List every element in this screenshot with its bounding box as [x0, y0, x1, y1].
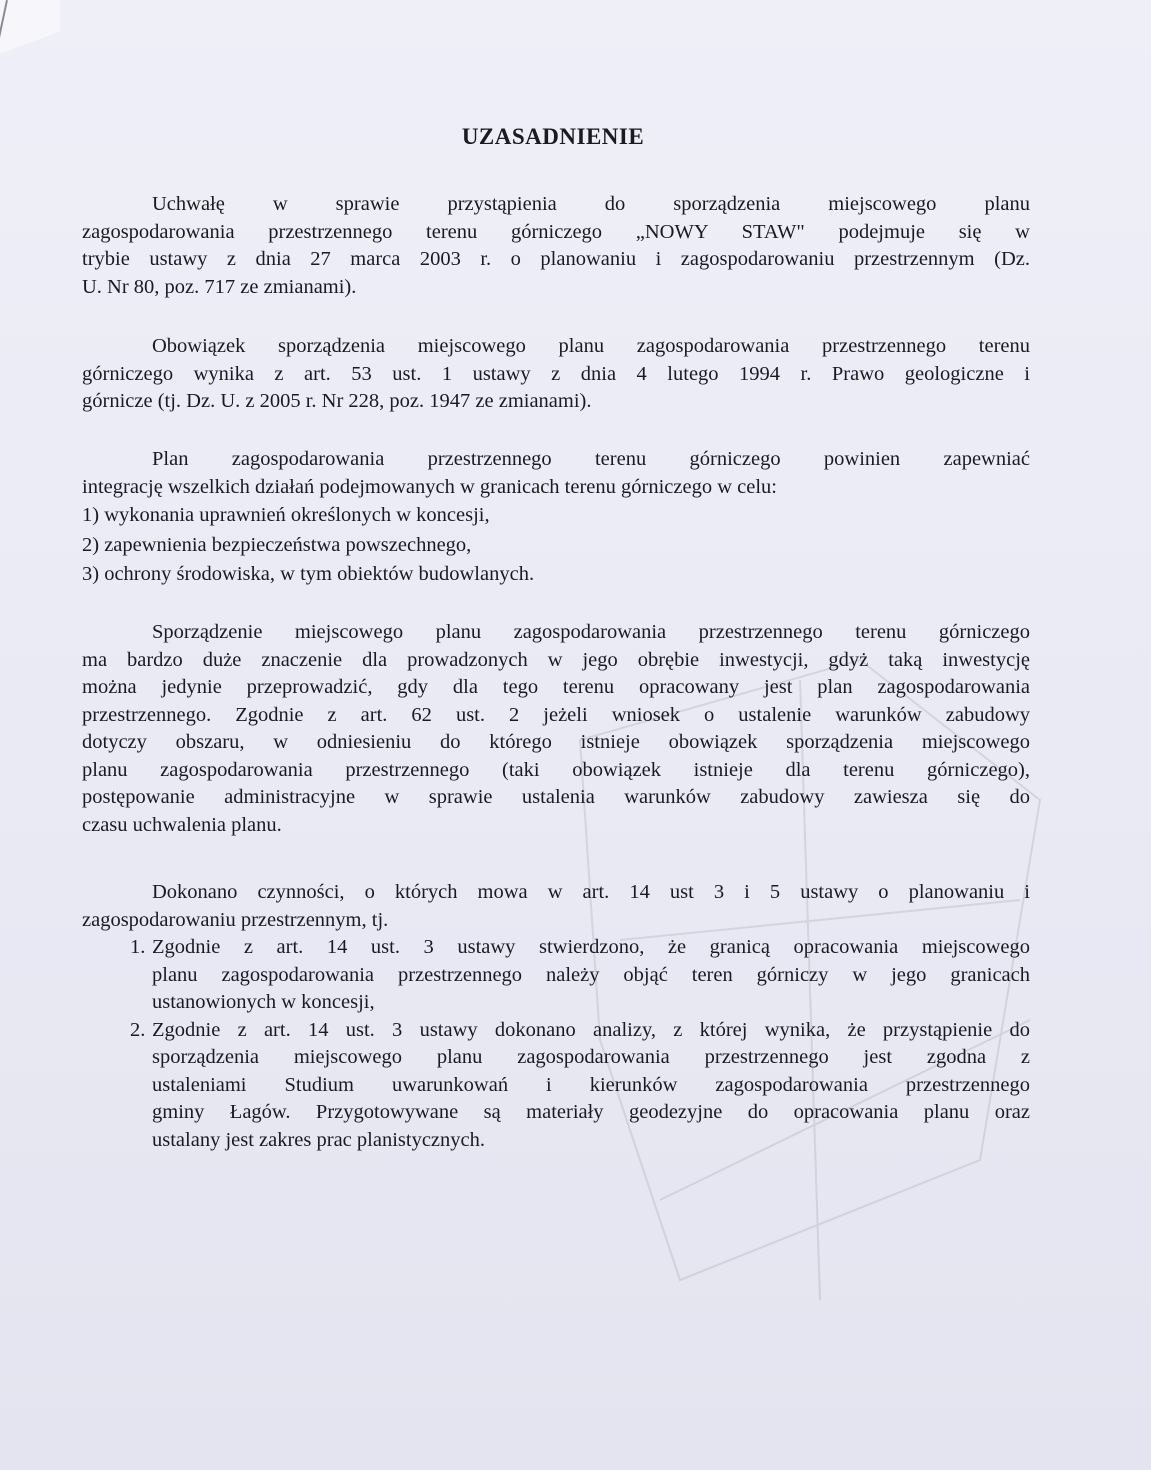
paragraph-4	[82, 619, 1030, 839]
text-line: dotyczy obszaru, w odniesieniu do którego istnieje obowiązek sporządzenia miejscowego	[82, 731, 1030, 753]
paragraph-5	[82, 879, 1030, 1154]
text-line: Zgodnie z art. 14 ust. 3 ustawy stwierdzono, że granicą opracowania miejscowego	[152, 936, 1030, 958]
paragraph-2	[82, 333, 1030, 416]
item-body	[82, 1017, 1030, 1155]
text-line: sporządzenia miejscowego planu zagospodarowania przestrzennego jest zgodna z	[152, 1046, 1030, 1068]
text-line: planu zagospodarowania przestrzennego należy objąć teren górniczy w jego granicach	[152, 963, 1030, 986]
paragraph-1	[82, 191, 1030, 301]
list-item: 2) zapewnienia bezpieczeństwa powszechnego,	[82, 533, 472, 556]
text-line: postępowanie administracyjne w sprawie ustalenia warunków zabudowy zawiesza się do	[82, 786, 1030, 808]
text-line: Zgodnie z art. 14 ust. 3 ustawy dokonano analizy, z której wynika, że przystąpienie do	[152, 1018, 1030, 1041]
numbered-item	[82, 1017, 1030, 1155]
text-line: planu zagospodarowania przestrzennego (taki obowiązek istnieje dla terenu górniczego),	[82, 758, 1030, 781]
text-line: przestrzennego. Zgodnie z art. 62 ust. 2 jeżeli wniosek o ustalenie warunków zabudowy	[82, 703, 1030, 726]
text-line: U. Nr 80, poz. 717 ze zmianami).	[82, 275, 357, 298]
list-item: 1) wykonania uprawnień określonych w koncesji,	[82, 504, 490, 526]
text-line: Dokonano czynności, o których mowa w art. 14 ust 3 i 5 ustawy o planowaniu i	[152, 881, 1030, 903]
text-line: ma bardzo duże znaczenie dla prowadzonych w jego obrębie inwestycji, gdyż taką inwestycję	[82, 648, 1030, 671]
text-line: Obowiązek sporządzenia miejscowego planu zagospodarowania przestrzennego terenu	[152, 335, 1030, 357]
item-number: 1.	[130, 936, 146, 958]
text-line: można jedynie przeprowadzić, gdy dla tego terenu opracowany jest plan zagospodarowania	[82, 676, 1030, 698]
item-number: 2.	[130, 1018, 146, 1041]
text-line: Sporządzenie miejscowego planu zagospodarowania przestrzennego terenu górniczego	[152, 621, 1030, 643]
text-line: górnicze (tj. Dz. U. z 2005 r. Nr 228, poz. 1947 ze zmianami).	[82, 390, 592, 412]
list-item: 3) ochrony środowiska, w tym obiektów budowlanych.	[82, 563, 535, 585]
text-line: trybie ustawy z dnia 27 marca 2003 r. o planowaniu i zagospodarowaniu przestrzennym (Dz.	[82, 248, 1030, 270]
document-title: UZASADNIENIE	[461, 124, 645, 149]
text-line: ustaleniami Studium uwarunkowań i kierunków zagospodarowania przestrzennego	[152, 1073, 1030, 1096]
text-line: ustalany jest zakres prac planistycznych.	[152, 1128, 485, 1151]
text-line: gminy Łagów. Przygotowywane są materiały geodezyjne do opracowania planu oraz	[152, 1101, 1030, 1123]
page-edge-line	[0, 0, 8, 98]
paragraph-3	[82, 446, 1030, 590]
text-line: górniczego wynika z art. 53 ust. 1 ustawy z dnia 4 lutego 1994 r. Prawo geologiczne i	[82, 362, 1030, 385]
text-line: Plan zagospodarowania przestrzennego terenu górniczego powinien zapewniać	[152, 448, 1030, 470]
numbered-item	[82, 934, 1030, 1017]
text-line: zagospodarowaniu przestrzennym, tj.	[82, 908, 389, 931]
text-line: zagospodarowania przestrzennego terenu górniczego „NOWY STAW" podejmuje się w	[82, 220, 1030, 243]
item-body	[82, 934, 1030, 1017]
text-line: ustanowionych w koncesji,	[152, 991, 375, 1013]
text-line: integrację wszelkich działań podejmowanych w granicach terenu górniczego w celu:	[82, 475, 777, 498]
text-line: czasu uchwalenia planu.	[82, 813, 282, 836]
folded-corner	[0, 0, 60, 110]
text-line: Uchwałę w sprawie przystąpienia do sporządzenia miejscowego planu	[152, 193, 1030, 215]
